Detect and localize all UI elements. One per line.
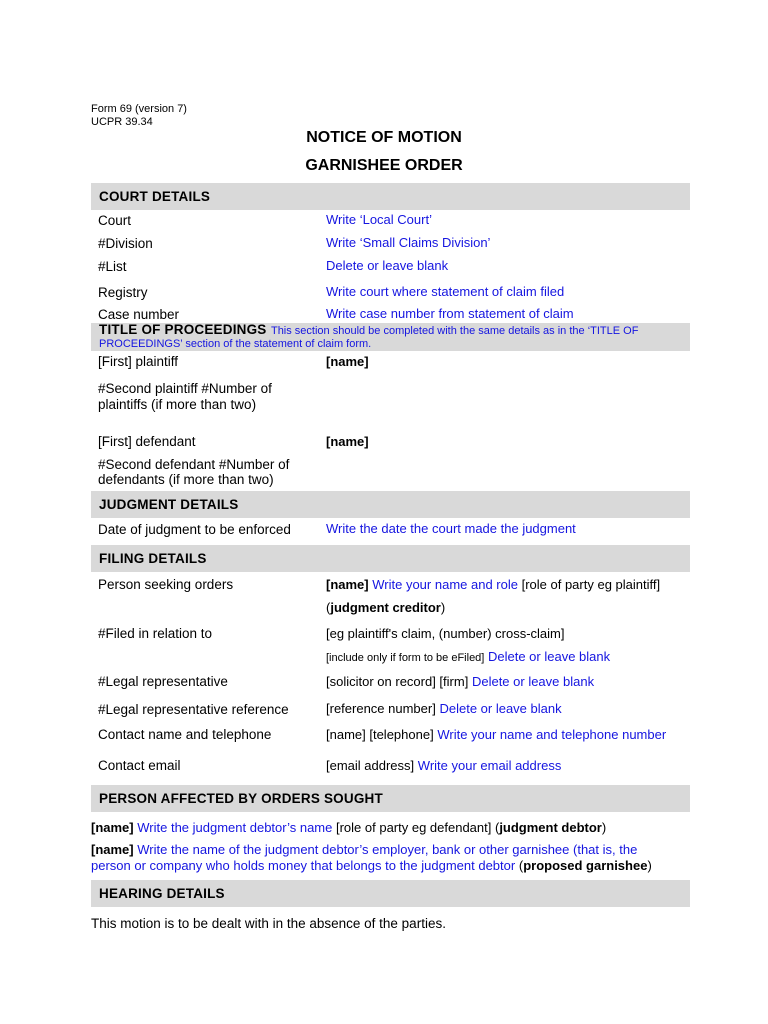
garnishee-line-1[interactable] xyxy=(91,842,691,858)
efiled-note: [include only if form to be eFiled] xyxy=(326,652,485,664)
legal-rep-text: [solicitor on record] [firm] xyxy=(326,674,469,689)
title-of-proceedings-note: This section should be completed with the same details as in the ‘TITLE OF PROCEEDINGS’ section of the statement of claim form. xyxy=(99,325,639,350)
filing-details-header xyxy=(91,545,690,572)
court-details-header xyxy=(91,183,690,210)
person-seeking-label: Person seeking orders xyxy=(98,577,234,592)
debtor-instruction: Write the judgment debtor’s name xyxy=(137,820,333,835)
case-number-label: Case number xyxy=(98,307,180,322)
judgment-debtor-text: judgment debtor xyxy=(499,820,602,835)
division-value[interactable]: Write ‘Small Claims Division’ xyxy=(326,235,491,250)
person-affected-header xyxy=(91,785,690,812)
email-text: [email address] xyxy=(326,758,415,773)
contact-text: [name] [telephone] xyxy=(326,727,434,742)
legal-ref-value[interactable] xyxy=(326,701,562,717)
filed-relation-value[interactable]: [eg plaintiff's claim, (number) cross-claim] xyxy=(326,626,565,641)
hearing-text: This motion is to be dealt with in the absence of the parties. xyxy=(91,916,446,931)
judgment-date-value[interactable]: Write the date the court made the judgment xyxy=(326,521,576,536)
rule-reference: UCPR 39.34 xyxy=(91,116,153,128)
judgment-details-header xyxy=(91,491,690,518)
court-details-heading: COURT DETAILS xyxy=(99,189,211,204)
garnishee-open-paren: ( xyxy=(518,858,524,873)
garnishee-line-2 xyxy=(91,858,691,874)
title-of-proceedings-header xyxy=(91,323,690,351)
filed-relation-label: #Filed in relation to xyxy=(98,626,213,641)
legal-ref-instruction: Delete or leave blank xyxy=(439,701,562,716)
contact-instruction: Write your name and telephone number xyxy=(437,727,667,742)
person-role: [role of party eg plaintiff] xyxy=(521,577,661,592)
email-instruction: Write your email address xyxy=(417,758,562,773)
person-open-paren: ( xyxy=(326,600,331,615)
division-label: #Division xyxy=(98,236,153,251)
person-affected-heading: PERSON AFFECTED BY ORDERS SOUGHT xyxy=(99,791,383,806)
first-plaintiff-value[interactable]: [name] xyxy=(326,354,369,369)
person-seeking-value-cont xyxy=(326,600,445,616)
legal-rep-label: #Legal representative xyxy=(98,674,228,689)
title-of-proceedings-block xyxy=(99,324,679,350)
second-plaintiff-label: #Second plaintiff #Number of xyxy=(98,381,272,396)
proposed-garnishee-text: proposed garnishee xyxy=(523,858,648,873)
person-instruction: Write your name and role xyxy=(372,577,518,592)
title-of-proceedings-heading: TITLE OF PROCEEDINGS xyxy=(99,322,267,337)
registry-value[interactable]: Write court where statement of claim filed xyxy=(326,284,565,299)
second-defendant-label: #Second defendant #Number of xyxy=(98,457,290,472)
person-name: [name] xyxy=(326,577,369,592)
page-title: NOTICE OF MOTION xyxy=(306,129,462,146)
case-number-value[interactable]: Write case number from statement of claim xyxy=(326,306,574,321)
contact-label: Contact name and telephone xyxy=(98,727,272,742)
second-defendant-label-cont: defendants (if more than two) xyxy=(98,472,274,487)
garnishee-name: [name] xyxy=(91,842,134,857)
first-defendant-label: [First] defendant xyxy=(98,434,196,449)
email-value[interactable] xyxy=(326,758,561,774)
page-subtitle: GARNISHEE ORDER xyxy=(305,157,463,174)
filed-relation-note-row xyxy=(326,649,610,666)
hearing-details-heading: HEARING DETAILS xyxy=(99,886,225,901)
court-value[interactable]: Write ‘Local Court’ xyxy=(326,212,432,227)
second-plaintiff-label-cont: plaintiffs (if more than two) xyxy=(98,397,257,412)
form-number: Form 69 (version 7) xyxy=(91,103,187,115)
registry-label: Registry xyxy=(98,285,148,300)
judgment-debtor-line[interactable] xyxy=(91,820,691,836)
debtor-close-paren: ) xyxy=(601,820,607,835)
garnishee-close-paren: ) xyxy=(647,858,652,873)
first-defendant-value[interactable]: [name] xyxy=(326,434,369,449)
legal-rep-value[interactable] xyxy=(326,674,594,690)
judgment-date-label: Date of judgment to be enforced xyxy=(98,522,291,537)
contact-value[interactable] xyxy=(326,727,666,743)
filed-instruction: Delete or leave blank xyxy=(487,649,611,664)
legal-rep-instruction: Delete or leave blank xyxy=(471,674,595,689)
hearing-details-header xyxy=(91,880,690,907)
first-plaintiff-label: [First] plaintiff xyxy=(98,354,179,369)
garnishee-instruction-1: Write the name of the judgment debtor’s employer, bank or other garnishee (that is, the xyxy=(137,842,638,857)
court-label: Court xyxy=(98,213,132,228)
judgment-creditor-text: judgment creditor xyxy=(330,600,441,615)
debtor-name: [name] xyxy=(91,820,134,835)
email-label: Contact email xyxy=(98,758,181,773)
filing-details-heading: FILING DETAILS xyxy=(99,551,207,566)
person-close-paren: ) xyxy=(440,600,446,615)
debtor-role: [role of party eg defendant] ( xyxy=(335,820,500,835)
legal-ref-label: #Legal representative reference xyxy=(98,702,289,717)
list-label: #List xyxy=(98,259,127,274)
list-value[interactable]: Delete or leave blank xyxy=(326,258,449,273)
garnishee-instruction-2: person or company who holds money that belongs to the judgment debtor xyxy=(91,858,516,873)
legal-ref-text: [reference number] xyxy=(326,701,436,716)
judgment-details-heading: JUDGMENT DETAILS xyxy=(99,497,239,512)
person-seeking-value[interactable] xyxy=(326,577,660,593)
